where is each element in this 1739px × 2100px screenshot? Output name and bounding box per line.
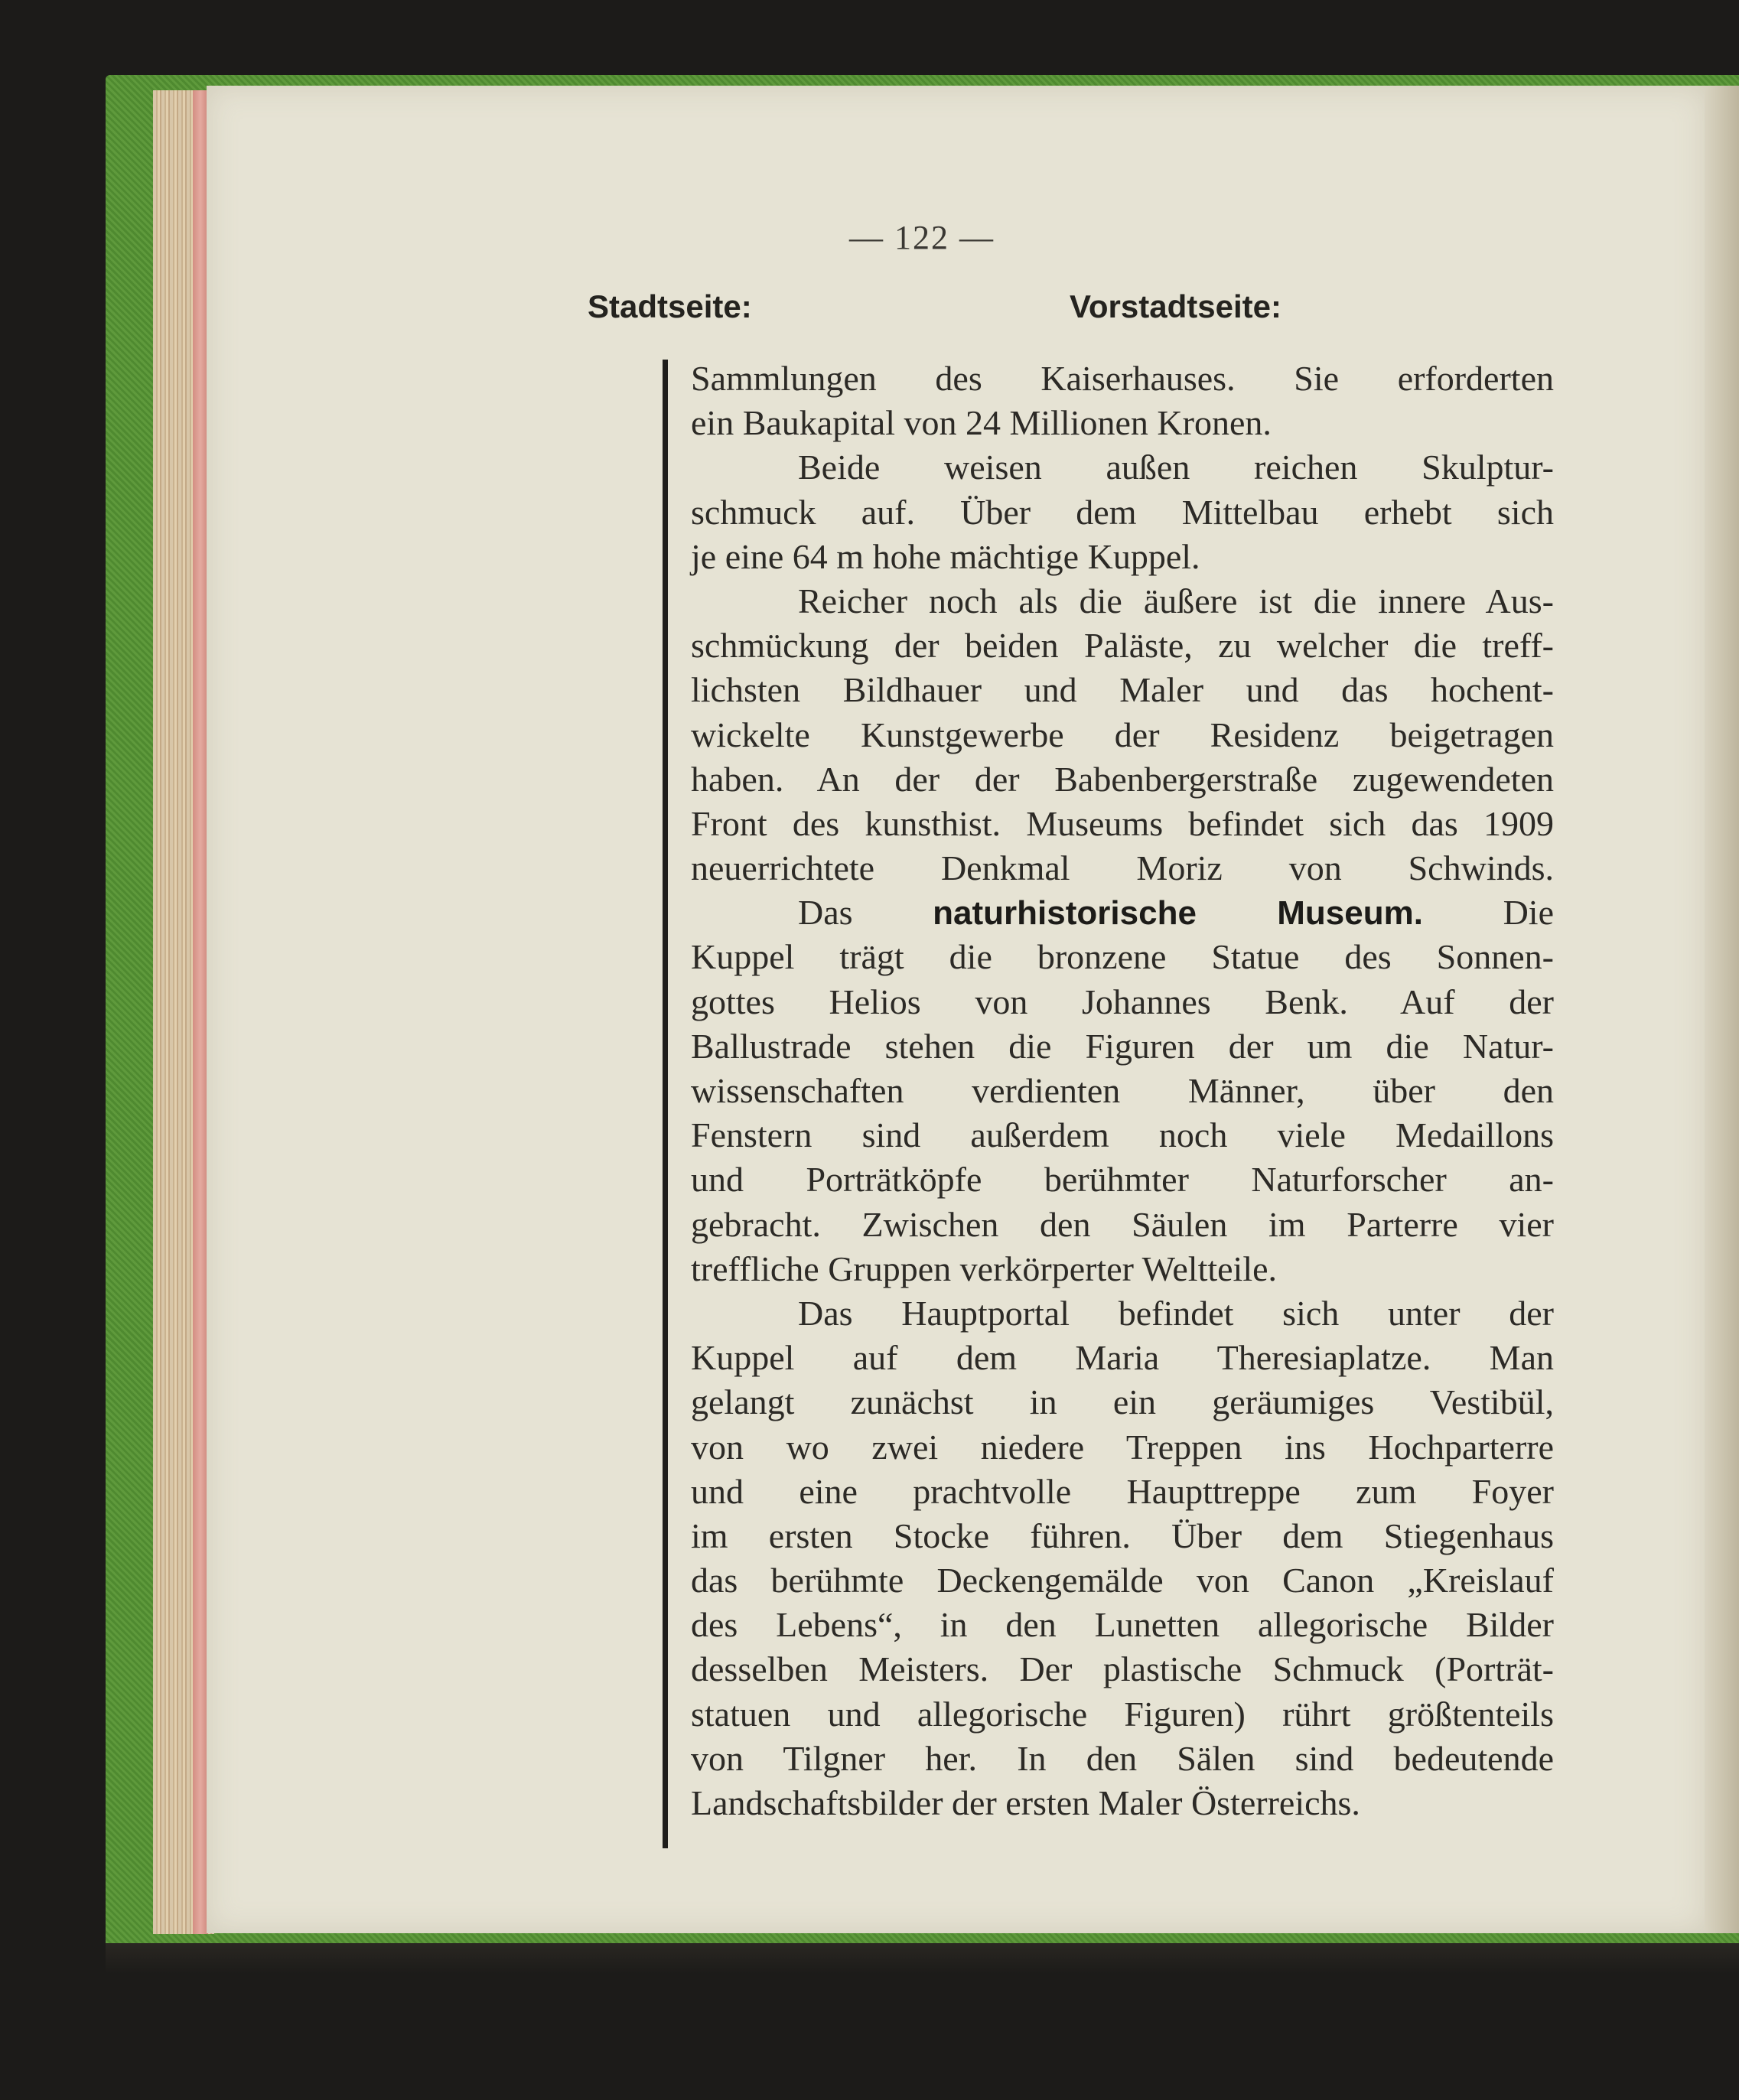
text-line: statuen und allegorische Figuren) rührt größtenteils xyxy=(691,1694,1554,1734)
text-line: und Porträtköpfe berühmter Naturforscher an- xyxy=(691,1160,1554,1200)
body-text xyxy=(691,357,1554,1825)
text-line: treffliche Gruppen verkörperter Weltteile. xyxy=(691,1249,1278,1288)
text-line: und eine prachtvolle Haupttreppe zum Foyer xyxy=(691,1471,1554,1511)
column-heading-right: Vorstadtseite: xyxy=(1070,288,1281,324)
text-line: Landschaftsbilder der ersten Maler Österreichs. xyxy=(691,1783,1360,1822)
text-line: je eine 64 m hohe mächtige Kuppel. xyxy=(691,536,1200,576)
text-line: ein Baukapital von 24 Millionen Kronen. xyxy=(691,403,1272,443)
text-line: gebracht. Zwischen den Säulen im Parterre vier xyxy=(691,1204,1554,1244)
text-line: Das Hauptportal befindet sich unter der xyxy=(798,1293,1554,1333)
text-line: neuerrichtete Denkmal Moriz von Schwinds. xyxy=(691,848,1554,888)
text-line: schmuck auf. Über dem Mittelbau erhebt sich xyxy=(691,492,1554,532)
text-line: Reicher noch als die äußere ist die innere Aus- xyxy=(798,581,1554,620)
text-line: im ersten Stocke führen. Über dem Stiegenhaus xyxy=(691,1516,1554,1555)
text-line: Kuppel trägt die bronzene Statue des Sonnen- xyxy=(691,937,1554,977)
page-number: — 122 — xyxy=(849,219,995,256)
text-line: gottes Helios von Johannes Benk. Auf der xyxy=(691,982,1554,1021)
text-line: haben. An der der Babenbergerstraße zugewendeten xyxy=(691,759,1554,799)
text-line-with-heading xyxy=(691,890,1554,935)
text-line: von wo zwei niedere Treppen ins Hochparterre xyxy=(691,1427,1554,1467)
text-line: desselben Meisters. Der plastische Schmuck (Porträt- xyxy=(691,1649,1554,1689)
museum-heading: naturhistorische Museum. xyxy=(933,894,1423,933)
text-line: von Tilgner her. In den Sälen sind bedeutende xyxy=(691,1738,1554,1778)
text-line: gelangt zunächst in ein geräumiges Vestibül, xyxy=(691,1382,1554,1422)
text-line: wissenschaften verdienten Männer, über den xyxy=(691,1071,1554,1110)
text-line: schmückung der beiden Paläste, zu welcher die treff- xyxy=(691,626,1554,666)
text-line: Kuppel auf dem Maria Theresiaplatze. Man xyxy=(691,1338,1554,1378)
text-line: Front des kunsthist. Museums befindet sich das 1909 xyxy=(691,803,1554,843)
text-fragment: Das xyxy=(798,893,853,933)
text-line: Ballustrade stehen die Figuren der um die Natur- xyxy=(691,1026,1554,1066)
text-line: wickelte Kunstgewerbe der Residenz beigetragen xyxy=(691,715,1554,754)
vertical-rule xyxy=(663,360,668,1848)
cover-shadow xyxy=(106,1943,1739,1974)
text-fragment: Die xyxy=(1503,893,1554,933)
text-line: Beide weisen außen reichen Skulptur- xyxy=(798,448,1554,487)
red-page-edge xyxy=(193,90,208,1934)
page-fold-edge xyxy=(1705,86,1739,1933)
text-line: lichsten Bildhauer und Maler und das hochent- xyxy=(691,670,1554,710)
text-line: Sammlungen des Kaiserhauses. Sie erforderten xyxy=(691,359,1554,398)
text-line: des Lebens“, in den Lunetten allegorische Bilder xyxy=(691,1605,1554,1645)
text-line: das berühmte Deckengemälde von Canon „Kreislauf xyxy=(691,1561,1554,1600)
text-line: Fenstern sind außerdem noch viele Medaillons xyxy=(691,1115,1554,1155)
column-heading-left: Stadtseite: xyxy=(588,288,752,324)
